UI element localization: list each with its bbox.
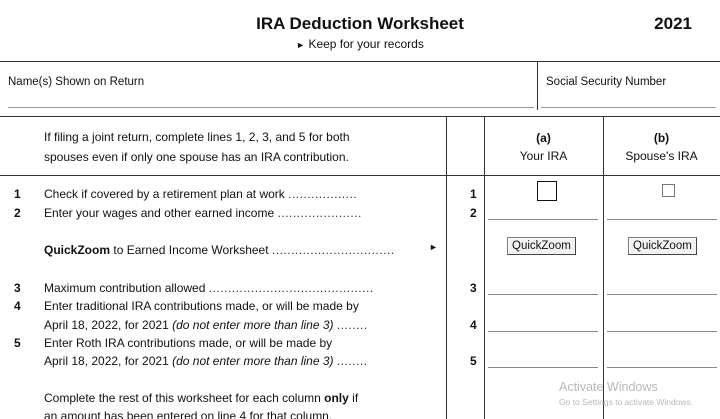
quickzoom-arrow-icon: ►: [429, 242, 438, 252]
line-5-text-continued: April 18, 2022, for 2021 (do not enter more than line 3) ........: [44, 354, 368, 368]
line-2-field-spouse-ira[interactable]: [607, 219, 717, 220]
intro-line-2: spouses even if only one spouse has an IRA contribution.: [44, 150, 349, 164]
line-4-field-your-ira[interactable]: [488, 331, 598, 332]
line-4-text-continued: April 18, 2022, for 2021 (do not enter more than line 3) ........: [44, 318, 368, 332]
name-field-underline: [8, 107, 534, 108]
line-1-text: Check if covered by a retirement plan at work ..................: [44, 187, 358, 201]
footer-instruction-line-2: an amount has been entered on line 4 for that column.: [44, 409, 333, 419]
line-3-number: 3: [14, 281, 21, 295]
column-b-title: Spouse's IRA: [625, 149, 698, 163]
line-4-number: 4: [14, 299, 21, 313]
line-1-checkbox-your-ira[interactable]: [537, 181, 557, 201]
box-number-column-left: [446, 116, 447, 419]
line-5-text: Enter Roth IRA contributions made, or will be made by: [44, 336, 333, 350]
line-2-text: Enter your wages and other earned income ......................: [44, 206, 362, 220]
column-a-title: Your IRA: [519, 149, 568, 163]
name-label: Name(s) Shown on Return: [8, 76, 145, 88]
ssn-divider: [537, 61, 538, 110]
line-4-box-number: 4: [470, 318, 477, 332]
line-1-box-number: 1: [470, 187, 477, 201]
column-header-rule: [0, 175, 720, 176]
line-5-field-your-ira[interactable]: [488, 367, 598, 368]
activate-windows-subtitle: Go to Settings to activate Windows.: [559, 397, 694, 407]
line-4-field-spouse-ira[interactable]: [607, 331, 717, 332]
worksheet-title: IRA Deduction Worksheet: [256, 14, 464, 33]
quickzoom-button-your-ira[interactable]: QuickZoom: [507, 237, 576, 255]
line-2-box-number: 2: [470, 206, 477, 220]
line-2-number: 2: [14, 206, 21, 220]
line-1-checkbox-spouse-ira[interactable]: [662, 184, 675, 197]
column-a-letter: (a): [536, 131, 551, 145]
quickzoom-earned-income-link[interactable]: QuickZoom to Earned Income Worksheet ................................: [44, 243, 395, 257]
line-3-box-number: 3: [470, 281, 477, 295]
worksheet-subtitle: [0, 37, 720, 51]
quickzoom-button-spouse-ira[interactable]: QuickZoom: [628, 237, 697, 255]
footer-instruction-line-1: Complete the rest of this worksheet for each column only if: [44, 391, 359, 405]
header-rule: [0, 61, 720, 62]
column-a-header: [484, 129, 603, 165]
ssn-field-underline: [541, 107, 716, 108]
line-5-number: 5: [14, 336, 21, 350]
line-2-field-your-ira[interactable]: [488, 219, 598, 220]
subtitle-text: Keep for your records: [308, 37, 424, 51]
tax-year: 2021: [654, 14, 692, 33]
intro-line-1: If filing a joint return, complete lines 1, 2, 3, and 5 for both: [44, 130, 350, 144]
line-3-text: Maximum contribution allowed ...........................................: [44, 281, 374, 295]
ssn-label: Social Security Number: [546, 76, 667, 88]
column-b-letter: (b): [653, 131, 670, 145]
line-3-field-spouse-ira[interactable]: [607, 294, 717, 295]
line-1-number: 1: [14, 187, 21, 201]
activate-windows-title: Activate Windows: [559, 380, 658, 394]
pointer-arrow-icon: ►: [296, 40, 306, 50]
line-5-field-spouse-ira[interactable]: [607, 367, 717, 368]
section-top-rule: [0, 116, 720, 117]
line-4-text: Enter traditional IRA contributions made, or will be made by: [44, 299, 359, 313]
column-b-header: [603, 129, 720, 165]
line-5-box-number: 5: [470, 354, 477, 368]
line-3-field-your-ira[interactable]: [488, 294, 598, 295]
